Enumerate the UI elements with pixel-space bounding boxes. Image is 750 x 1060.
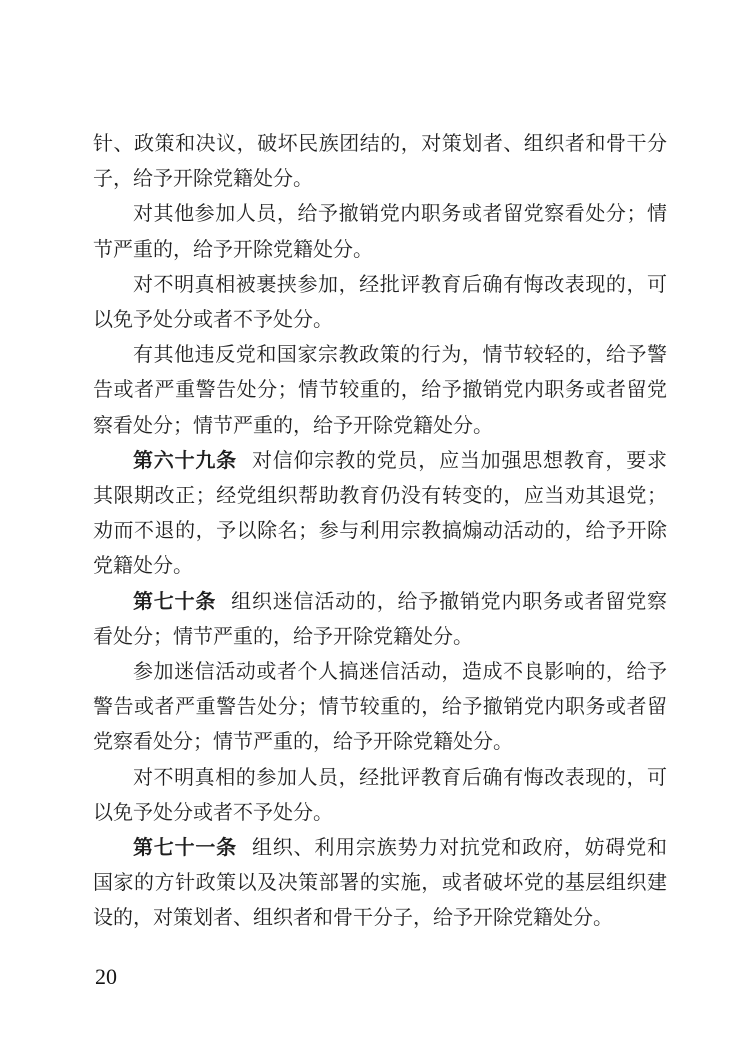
article-number: 第六十九条 xyxy=(133,449,237,472)
article-number: 第七十条 xyxy=(133,590,217,613)
article-paragraph: 第六十九条 对信仰宗教的党员，应当加强思想教育，要求其限期改正；经党组织帮助教育仍没有转变的，应当劝其退党；劝而不退的，予以除名；参与利用宗教搞煽动活动的，给予开除党籍处分。 xyxy=(93,449,668,578)
page-body xyxy=(93,127,667,937)
article-paragraph: 第七十一条 组织、利用宗族势力对抗党和政府，妨碍党和国家的方针政策以及决策部署的实施，或者破坏党的基层组织建设的，对策划者、组织者和骨干分子，给予开除党籍处分。 xyxy=(93,837,668,930)
body-paragraph: 参加迷信活动或者个人搞迷信活动，造成不良影响的，给予警告或者严重警告处分；情节较重的，给予撤销党内职务或者留党察看处分；情节严重的，给予开除党籍处分。 xyxy=(93,661,667,754)
body-paragraph: 有其他违反党和国家宗教政策的行为，情节较轻的，给予警告或者严重警告处分；情节较重的，给予撤销党内职务或者留党察看处分；情节严重的，给予开除党籍处分。 xyxy=(93,344,667,437)
body-paragraph: 针、政策和决议，破坏民族团结的，对策划者、组织者和骨干分子，给予开除党籍处分。 xyxy=(93,133,667,191)
article-paragraph: 第七十条 组织迷信活动的，给予撤销党内职务或者留党察看处分；情节严重的，给予开除党籍处分。 xyxy=(93,590,668,648)
article-number: 第七十一条 xyxy=(133,837,237,860)
body-paragraph: 对其他参加人员，给予撤销党内职务或者留党察看处分；情节严重的，给予开除党籍处分。 xyxy=(93,203,667,261)
body-paragraph: 对不明真相被裹挟参加，经批评教育后确有悔改表现的，可以免予处分或者不予处分。 xyxy=(93,273,667,332)
body-paragraph: 对不明真相的参加人员，经批评教育后确有悔改表现的，可以免予处分或者不予处分。 xyxy=(93,766,667,824)
page-number: 20 xyxy=(95,964,117,989)
